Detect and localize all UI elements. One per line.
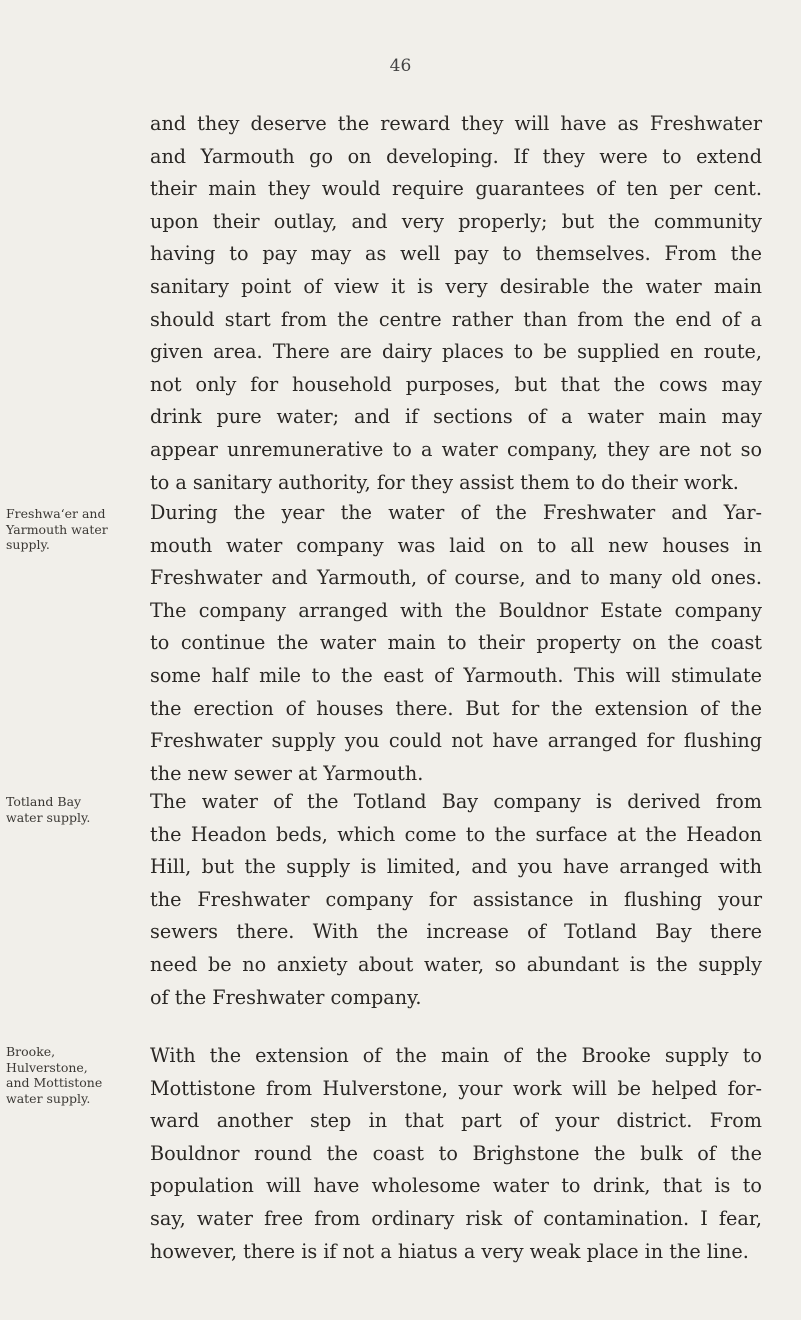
margin-note-freshwater xyxy=(6,506,146,553)
margin-note-line: Brooke, xyxy=(6,1044,56,1059)
text-line: the erection of houses there. But for the extension of the xyxy=(150,696,762,720)
text-line: The company arranged with the Bouldnor Estate company xyxy=(150,598,762,622)
margin-note-line: water supply. xyxy=(6,809,91,825)
text-line: drink pure water; and if sections of a water main may xyxy=(150,405,762,429)
text-line: sewers there. With the increase of Totland Bay there xyxy=(150,920,762,944)
margin-note-line: and Mottistone xyxy=(6,1075,103,1090)
text-line: to continue the water main to their property on the coast xyxy=(150,631,762,655)
text-line: With the extension of the main of the Brooke supply to xyxy=(150,1044,762,1067)
text-line: The water of the Totland Bay company is derived from xyxy=(150,790,762,813)
margin-note-brooke xyxy=(6,1044,146,1106)
text-line: During the year the water of the Freshwater and Yar- xyxy=(150,501,762,524)
paragraph-4 xyxy=(150,1040,762,1268)
text-line: upon their outlay, and very properly; but the community xyxy=(150,209,762,233)
text-line: ward another step in that part of your district. From xyxy=(150,1109,762,1133)
text-line: the Headon beds, which come to the surface at the Headon xyxy=(150,822,762,846)
text-line: however, there is if not a hiatus a very weak place in the line. xyxy=(150,1239,749,1263)
text-line: the Freshwater company for assistance in flushing your xyxy=(150,887,762,911)
margin-note-line: Totland Bay xyxy=(6,794,82,809)
text-line: of the Freshwater company. xyxy=(150,985,422,1009)
text-line: say, water free from ordinary risk of contamination. I fear, xyxy=(150,1206,762,1230)
text-line: population will have wholesome water to drink, that is to xyxy=(150,1174,762,1198)
margin-note-line: Freshwa‘er and xyxy=(6,506,106,521)
margin-note-line: Hulverstone, xyxy=(6,1059,88,1075)
text-line: some half mile to the east of Yarmouth. This will stimulate xyxy=(150,663,762,687)
paragraph-2 xyxy=(150,497,762,790)
text-line: Hill, but the supply is limited, and you have arranged with xyxy=(150,855,762,879)
text-line: the new sewer at Yarmouth. xyxy=(150,761,424,785)
paragraph-1 xyxy=(150,108,762,499)
text-line: mouth water company was laid on to all new houses in xyxy=(150,533,762,557)
text-line: not only for household purposes, but that the cows may xyxy=(150,372,762,396)
text-line: Mottistone from Hulverstone, your work will be helped for- xyxy=(150,1076,762,1100)
text-line: their main they would require guarantees of ten per cent. xyxy=(150,177,762,201)
text-line: Freshwater and Yarmouth, of course, and to many old ones. xyxy=(150,566,762,590)
text-line: Freshwater supply you could not have arranged for flushing xyxy=(150,729,762,753)
page-number: 46 xyxy=(389,56,412,76)
paragraph-3 xyxy=(150,786,762,1014)
margin-note-line: water supply. xyxy=(6,1090,91,1106)
text-line: Bouldnor round the coast to Brighstone the bulk of the xyxy=(150,1141,762,1165)
text-line: and they deserve the reward they will have as Freshwater xyxy=(150,112,762,135)
text-line: should start from the centre rather than from the end of a xyxy=(150,307,762,331)
text-line: and Yarmouth go on developing. If they were to extend xyxy=(150,144,762,168)
text-line: appear unremunerative to a water company, they are not so xyxy=(150,437,762,461)
margin-note-line: Yarmouth water xyxy=(6,521,108,537)
text-line: need be no anxiety about water, so abundant is the supply xyxy=(150,952,762,976)
text-line: to a sanitary authority, for they assist them to do their work. xyxy=(150,470,739,494)
margin-note-line: supply. xyxy=(6,537,50,552)
text-line: given area. There are dairy places to be supplied en route, xyxy=(150,340,762,364)
margin-note-totland xyxy=(6,794,146,825)
text-line: having to pay may as well pay to themselves. From the xyxy=(150,242,762,266)
text-line: sanitary point of view it is very desirable the water main xyxy=(150,274,762,298)
